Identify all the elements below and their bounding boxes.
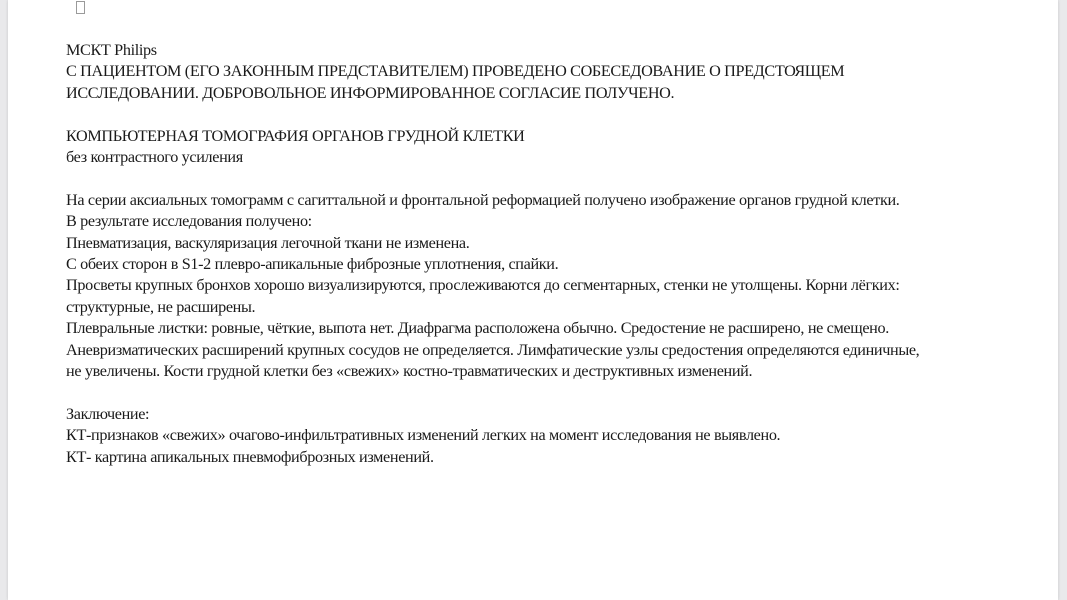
- findings-line: не увеличены. Кости грудной клетки без «свежих» костно-травматических и деструктивных изменений.: [66, 362, 753, 381]
- conclusion-line: КТ- картина апикальных пневмофиброзных изменений.: [66, 447, 434, 466]
- findings-line: Пневматизация, васкуляризация легочной ткани не изменена.: [66, 233, 470, 252]
- document-page: [8, 0, 1058, 600]
- findings-line: В результате исследования получено:: [66, 212, 312, 231]
- spacer: [66, 168, 1026, 189]
- spacer: [66, 382, 1026, 403]
- placeholder-box-icon: [76, 1, 85, 14]
- conclusion-label: Заключение:: [66, 404, 150, 423]
- consent-line: С ПАЦИЕНТОМ (ЕГО ЗАКОННЫМ ПРЕДСТАВИТЕЛЕМ) ПРОВЕДЕНО СОБЕСЕДОВАНИЕ О ПРЕДСТОЯЩЕМ: [66, 62, 845, 81]
- conclusion-line: КТ-признаков «свежих» очагово-инфильтративных изменений легких на момент исследования не выявлено.: [66, 426, 781, 445]
- findings-line: На серии аксиальных томограмм с сагиттальной и фронтальной реформацией получено изображение органов грудной клетки.: [66, 190, 900, 209]
- device-line: МСКТ Philips: [66, 41, 157, 59]
- spacer: [66, 104, 1026, 125]
- findings-line: Аневризматических расширений крупных сосудов не определяется. Лимфатические узлы средостения определяются единичные,: [66, 340, 920, 359]
- document-body: [66, 40, 1026, 468]
- findings-line: Плевральные листки: ровные, чёткие, выпота нет. Диафрагма расположена обычно. Средостение не расширено, не смещено.: [66, 319, 889, 338]
- study-title: КОМПЬЮТЕРНАЯ ТОМОГРАФИЯ ОРГАНОВ ГРУДНОЙ КЛЕТКИ: [66, 126, 525, 145]
- findings-line: структурные, не расширены.: [66, 297, 256, 316]
- findings-line: С обеих сторон в S1-2 плевро-апикальные фиброзные уплотнения, спайки.: [66, 255, 559, 274]
- study-subtitle: без контрастного усиления: [66, 148, 243, 167]
- consent-line: ИССЛЕДОВАНИИ. ДОБРОВОЛЬНОЕ ИНФОРМИРОВАННОЕ СОГЛАСИЕ ПОЛУЧЕНО.: [66, 83, 675, 102]
- findings-line: Просветы крупных бронхов хорошо визуализируются, прослеживаются до сегментарных, стенки не утолщены. Корни лёгких:: [66, 276, 900, 295]
